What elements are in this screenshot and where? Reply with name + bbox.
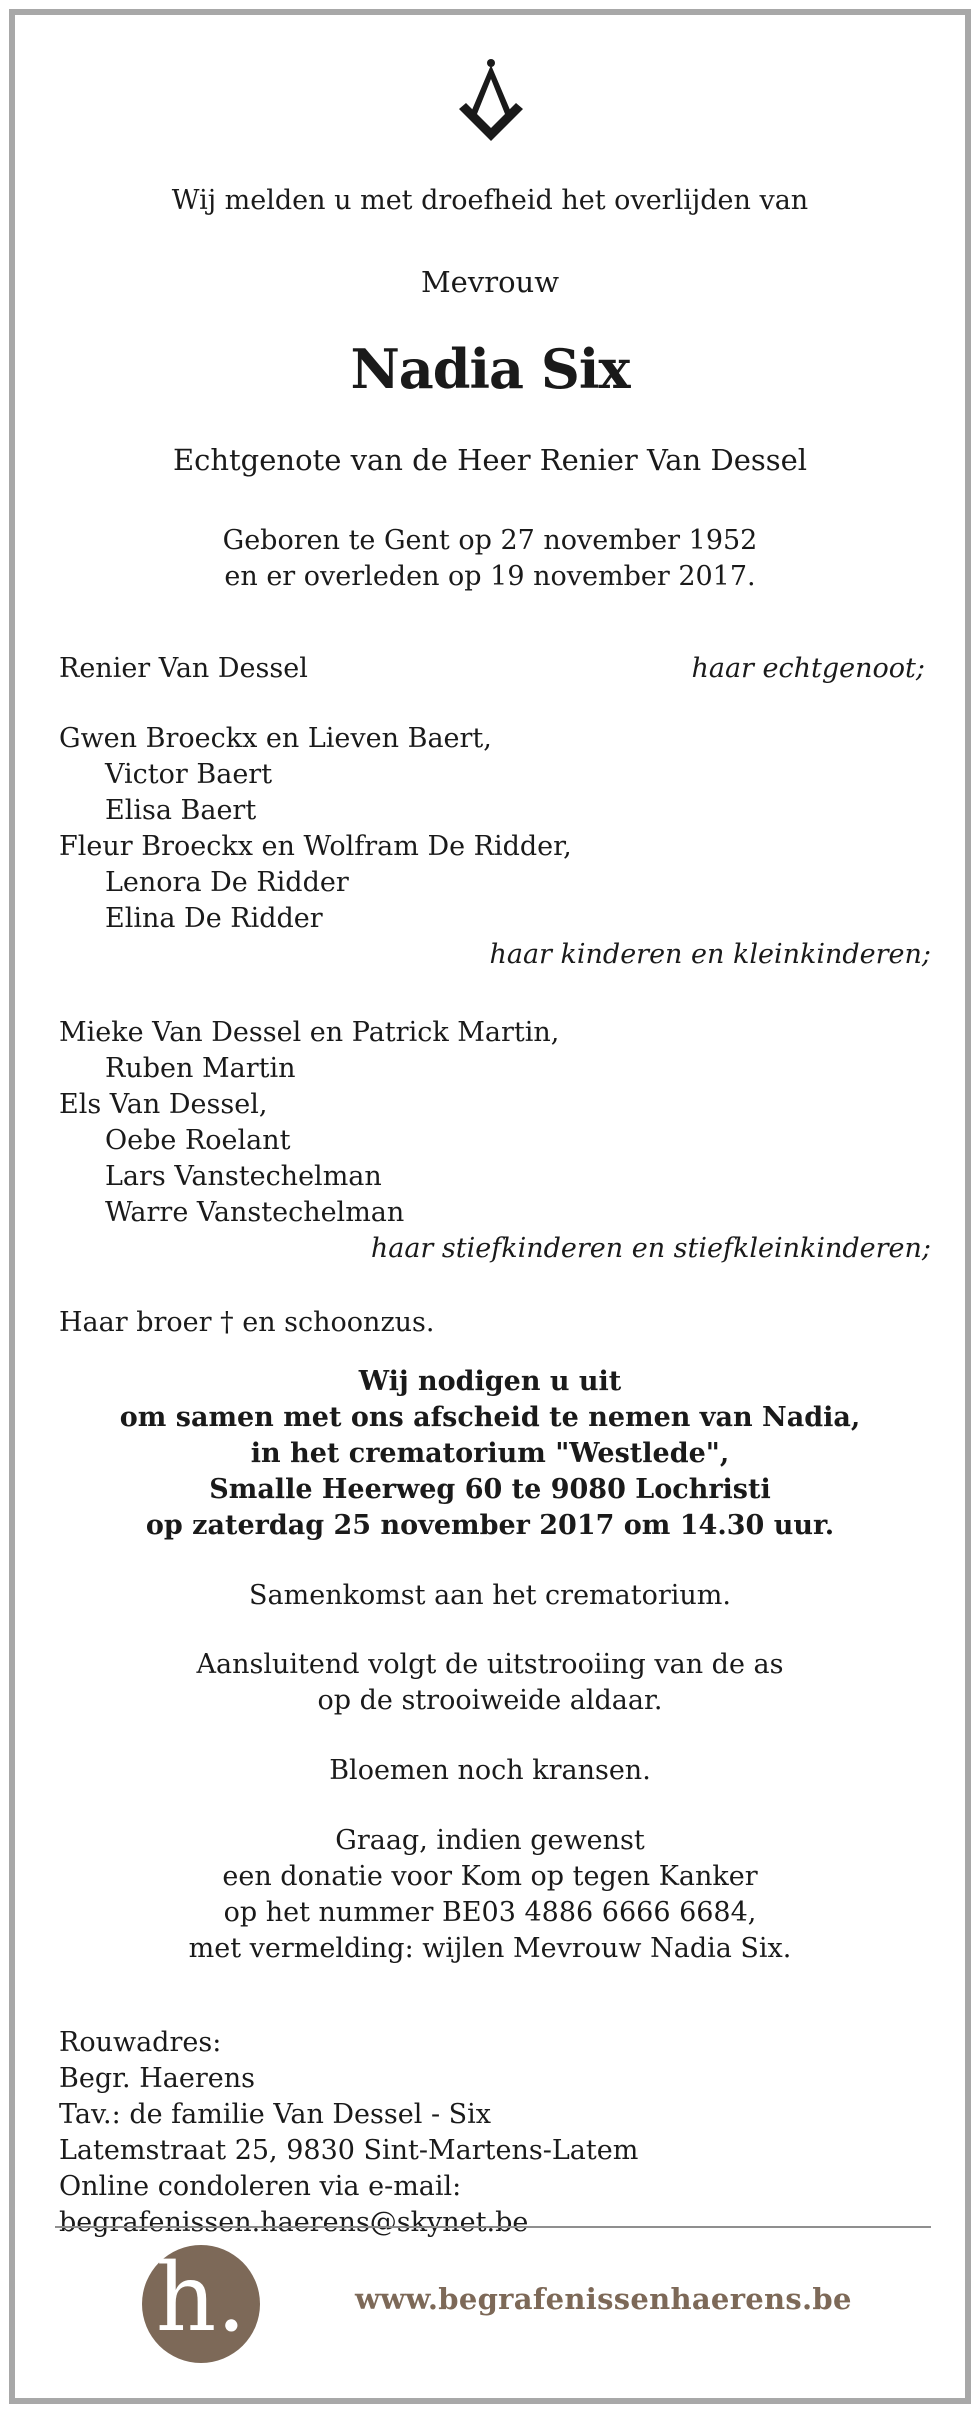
invitation-line: om samen met ons afscheid te nemen van Nadia, xyxy=(119,1402,861,1433)
address-line: Latemstraat 25, 9830 Sint-Martens-Latem xyxy=(59,2135,639,2166)
death-notice xyxy=(15,15,965,2398)
scattering-line: Aansluitend volgt de uitstrooiing van de as xyxy=(196,1649,784,1680)
donation-line: met vermelding: wijlen Mevrouw Nadia Six. xyxy=(188,1933,792,1964)
condolence-email-link[interactable]: begrafenissen.haerens@skynet.be xyxy=(59,2207,529,2238)
address-line: Begr. Haerens xyxy=(59,2063,255,2094)
invitation-line: Wij nodigen u uit xyxy=(358,1366,622,1397)
family-line: Elina De Ridder xyxy=(105,903,323,934)
children-role: haar kinderen en kleinkinderen; xyxy=(489,939,931,970)
intro-text: Wij melden u met droefheid het overlijden van xyxy=(171,185,809,216)
family-line: Lars Vanstechelman xyxy=(105,1161,382,1192)
scattering-line: op de strooiweide aldaar. xyxy=(317,1685,663,1716)
flowers-text: Bloemen noch kransen. xyxy=(329,1755,651,1786)
family-line: Lenora De Ridder xyxy=(105,867,349,898)
salutation: Mevrouw xyxy=(420,265,560,299)
gathering-text: Samenkomst aan het crematorium. xyxy=(249,1580,731,1611)
family-line: Els Van Dessel, xyxy=(59,1089,268,1120)
invitation-line: Smalle Heerweg 60 te 9080 Lochristi xyxy=(209,1474,771,1505)
family-line: Gwen Broeckx en Lieven Baert, xyxy=(59,723,492,754)
invitation-line: op zaterdag 25 november 2017 om 14.30 uur. xyxy=(145,1510,835,1541)
donation-line: een donatie voor Kom op tegen Kanker xyxy=(222,1861,758,1892)
stepchildren-role: haar stiefkinderen en stiefkleinkinderen; xyxy=(370,1233,931,1264)
brother-line: Haar broer † en schoonzus. xyxy=(59,1307,435,1338)
address-line: Tav.: de familie Van Dessel - Six xyxy=(59,2099,492,2130)
deceased-name: Nadia Six xyxy=(350,337,630,401)
square-and-compass-icon xyxy=(455,57,527,147)
address-line: Online condoleren via e-mail: xyxy=(59,2171,462,2202)
invitation-line: in het crematorium "Westlede", xyxy=(250,1438,730,1469)
donation-line: op het nummer BE03 4886 6666 6684, xyxy=(223,1897,757,1928)
family-line: Fleur Broeckx en Wolfram De Ridder, xyxy=(59,831,572,862)
donation-line: Graag, indien gewenst xyxy=(335,1825,645,1856)
spouse-role: haar echtgenoot; xyxy=(691,653,925,684)
family-line: Mieke Van Dessel en Patrick Martin, xyxy=(59,1017,560,1048)
address-line: Rouwadres: xyxy=(59,2027,222,2058)
family-line: Elisa Baert xyxy=(105,795,257,826)
family-line: Victor Baert xyxy=(105,759,273,790)
family-line: Oebe Roelant xyxy=(105,1125,291,1156)
footer-divider xyxy=(55,2226,931,2228)
funeral-home-logo: h. xyxy=(142,2245,260,2363)
website-link[interactable]: www.begrafenissenhaerens.be xyxy=(355,2282,852,2316)
death-line: en er overleden op 19 november 2017. xyxy=(224,561,756,592)
spouse-name: Renier Van Dessel xyxy=(59,653,308,684)
family-line: Ruben Martin xyxy=(105,1053,296,1084)
family-line: Warre Vanstechelman xyxy=(105,1197,405,1228)
birth-line: Geboren te Gent op 27 november 1952 xyxy=(222,525,758,556)
spouse-line: Echtgenote van de Heer Renier Van Dessel xyxy=(172,443,808,477)
